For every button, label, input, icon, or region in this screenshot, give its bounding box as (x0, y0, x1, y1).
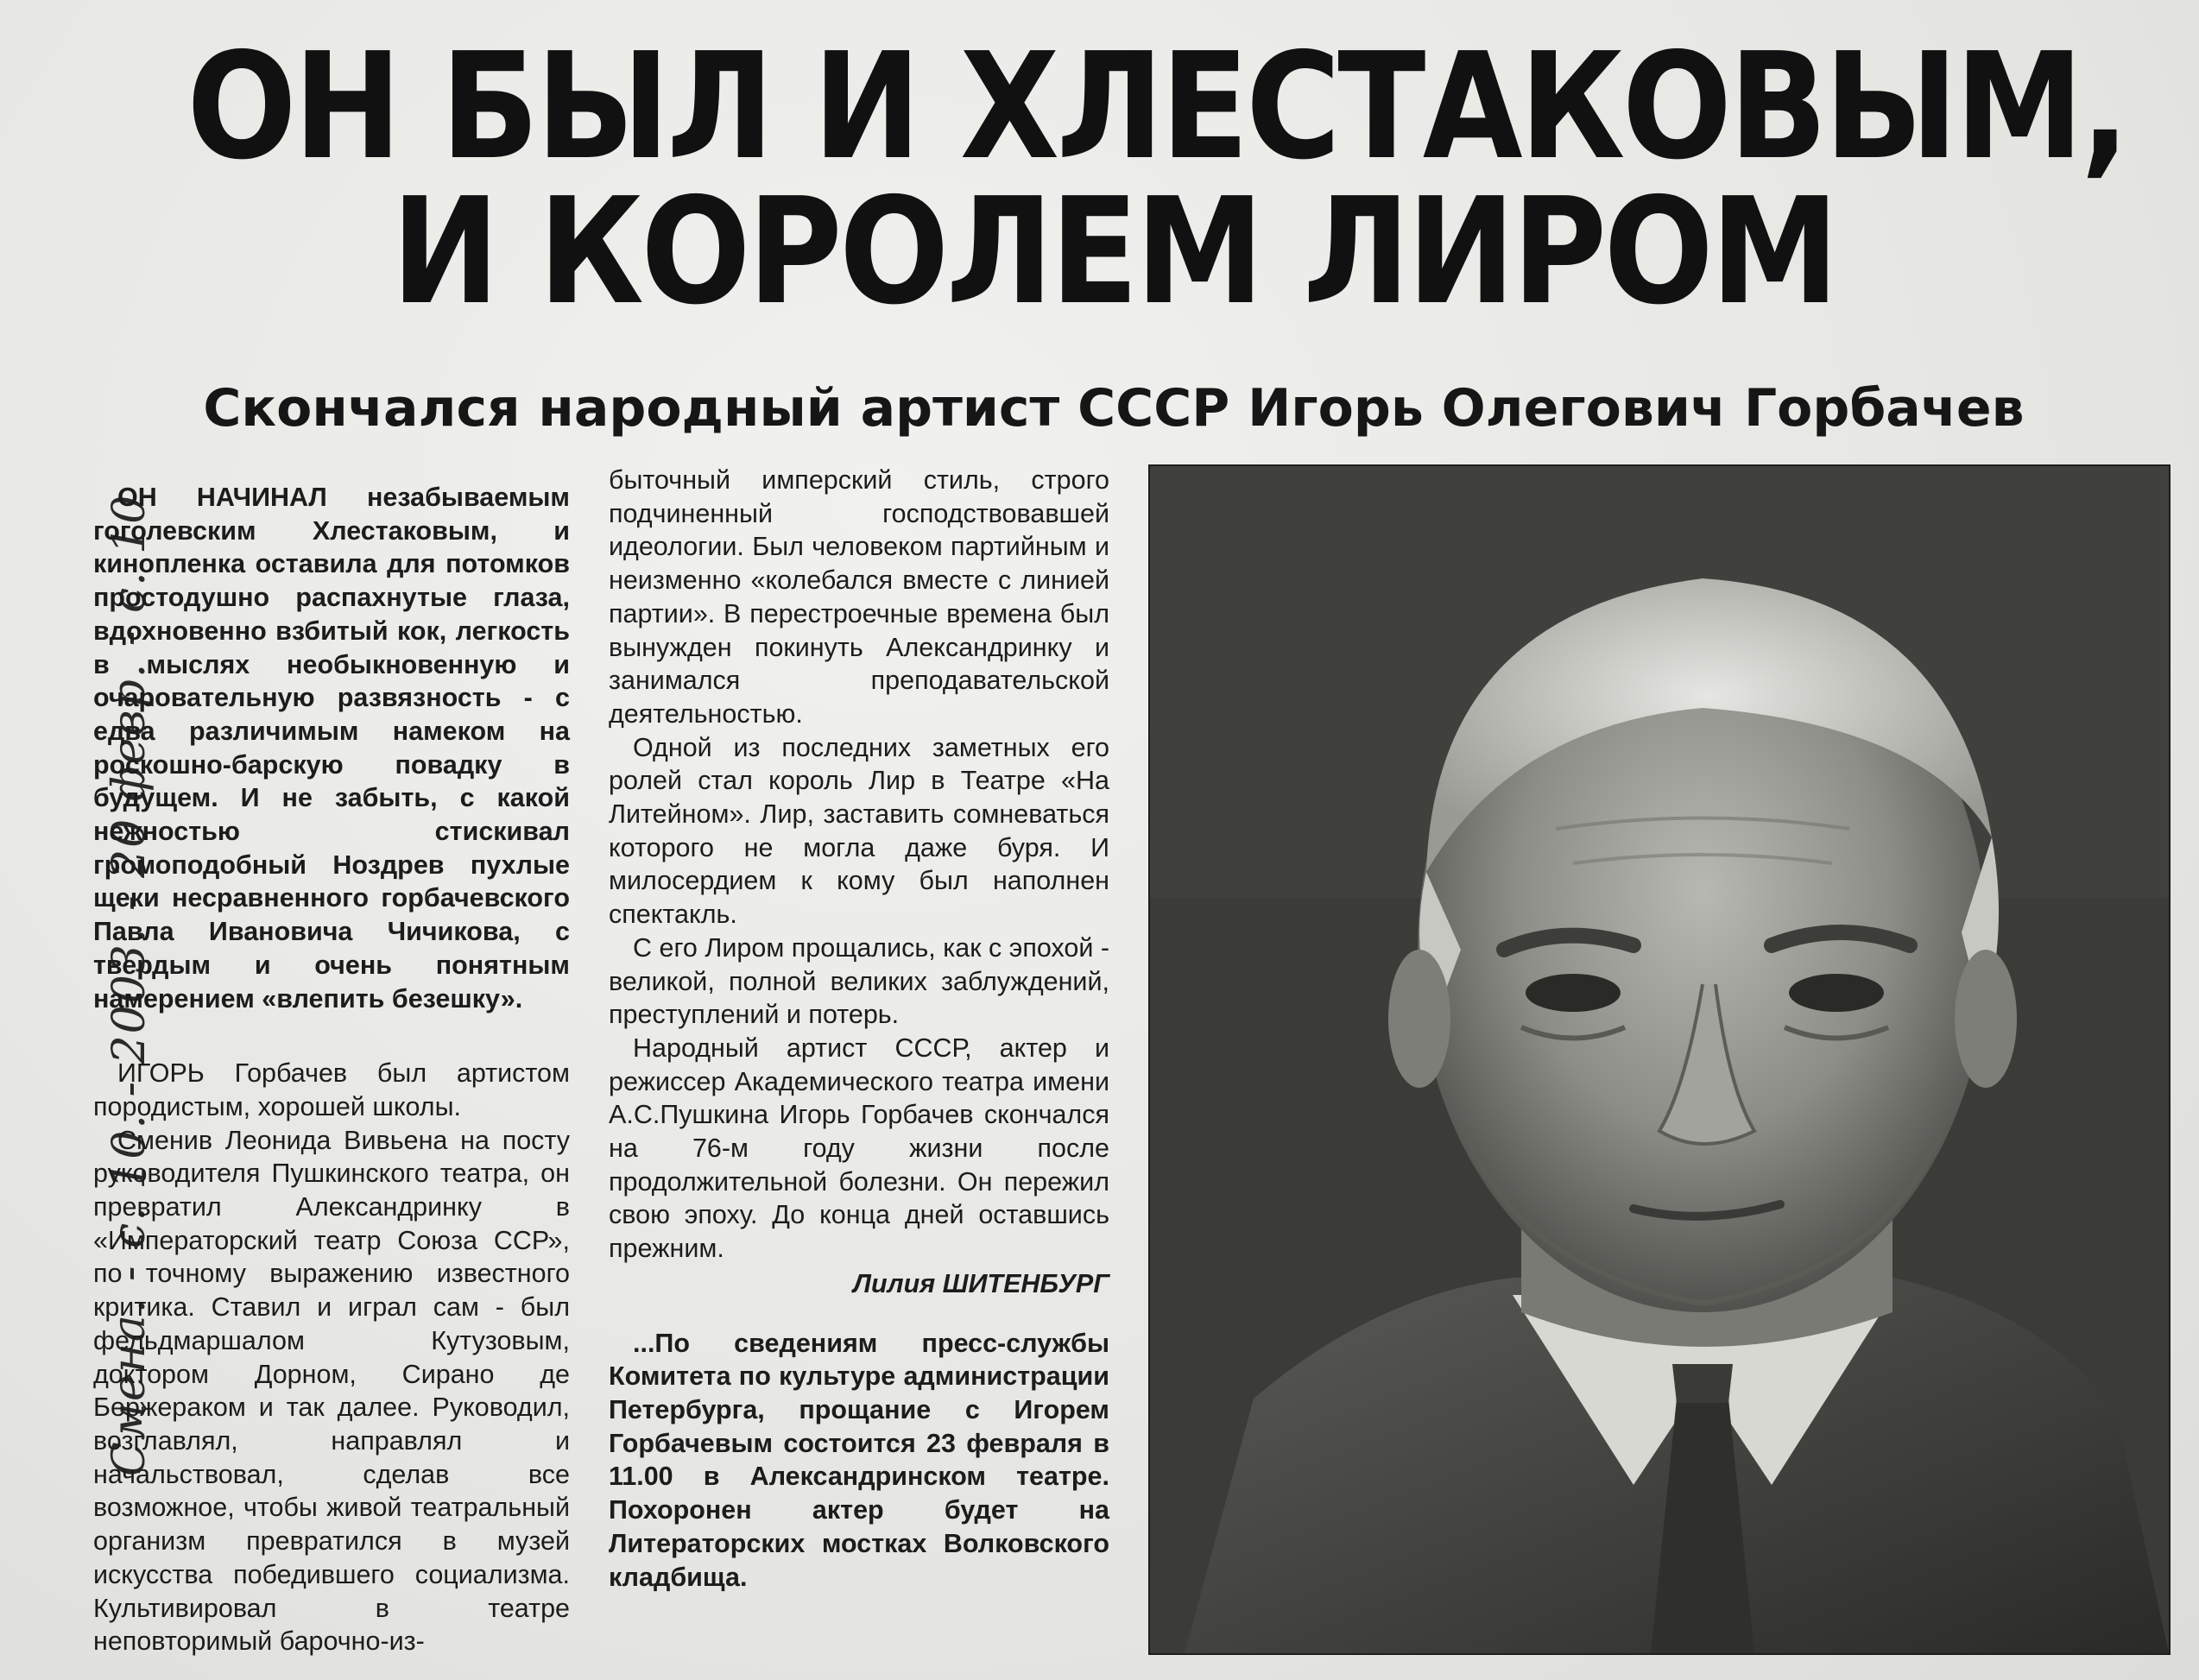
paragraph: Сменив Леонида Вивьена на посту руководителя Пушкинского театра, он превратил Александринку в «Императорский театр Союза ССР», по точному выражению известного критика. Ставил и играл сам - был фельдмаршалом Кутузовым, доктором Дорном, Сирано де Бержераком и так далее. Руководил, возглавлял, направлял и начальствовал, сделав все возможное, чтобы живой театральный организм превратился в музей искусства победившего социализма. Культивировал в театре неповторимый барочно-из- (93, 1125, 570, 1657)
handwritten-note: Смена. - с. 10. - 2003. - 20 февр. - с. 10 (104, 493, 155, 1476)
paragraph: С его Лиром прощались, как с эпохой - великой, полной великих заблуждений, преступлений и потерь. (609, 932, 1109, 1030)
subtitle: Скончался народный артист СССР Игорь Олегович Горбачев (203, 378, 2025, 439)
author-byline: Лилия ШИТЕНБУРГ (853, 1268, 1109, 1298)
article-column-1 (93, 481, 570, 1658)
funeral-notice: ...По сведениям пресс-службы Комитета по культуре администрации Петербурга, прощание с Игорем Горбачевым состоится 23 февраля в 11.00 в Александринском театре. Похоронен актер будет на Литераторских мостках Волковского кладбища. (609, 1328, 1109, 1592)
headline-line-1: ОН БЫЛ И ХЛЕСТАКОВЫМ, (186, 22, 2127, 193)
headline (186, 22, 2127, 338)
article-column-2 (609, 464, 1109, 1594)
paragraph: ИГОРЬ Горбачев был артистом породистым, хорошей школы. (93, 1058, 570, 1121)
paragraph: быточный имперский стиль, строго подчиненный господствовавшей идеологии. Был человеком партийным и неизменно «колебался вместе с линией партии». В перестроечные времена был вынужден покинуть Александринку и занимался преподавательской деятельностью. (609, 465, 1109, 729)
paragraph: Одной из последних заметных его ролей стал король Лир в Театре «На Литейном». Лир, заставить сомневаться которого не могла даже буря. И милосердием к кому был наполнен спектакль. (609, 732, 1109, 930)
portrait-photo (1148, 464, 2171, 1655)
lead-paragraph: ОН НАЧИНАЛ незабываемым гоголевским Хлестаковым, и кинопленка оставила для потомков простодушно распахнутые глаза, вдохновенно взбитый кок, легкость в мыслях необыкновенную и очаровательную развязность - с едва различимым намеком на роскошно-барскую повадку в будущем. И не забыть, с какой нежностью стискивал громоподобный Ноздрев пухлые щеки несравненного горбачевского Павла Ивановича Чичикова, с твердым и очень понятным намерением «влепить безешку». (93, 483, 570, 1014)
paragraph: Народный артист СССР, актер и режиссер Академического театра имени А.С.Пушкина Игорь Горбачев скончался на 76-м году жизни после продолжительной болезни. Он пережил свою эпоху. До конца дней оставшись прежним. (609, 1033, 1109, 1264)
portrait-illustration (1150, 466, 2169, 1653)
headline-line-2: И КОРОЛЕМ ЛИРОМ (391, 167, 1836, 338)
